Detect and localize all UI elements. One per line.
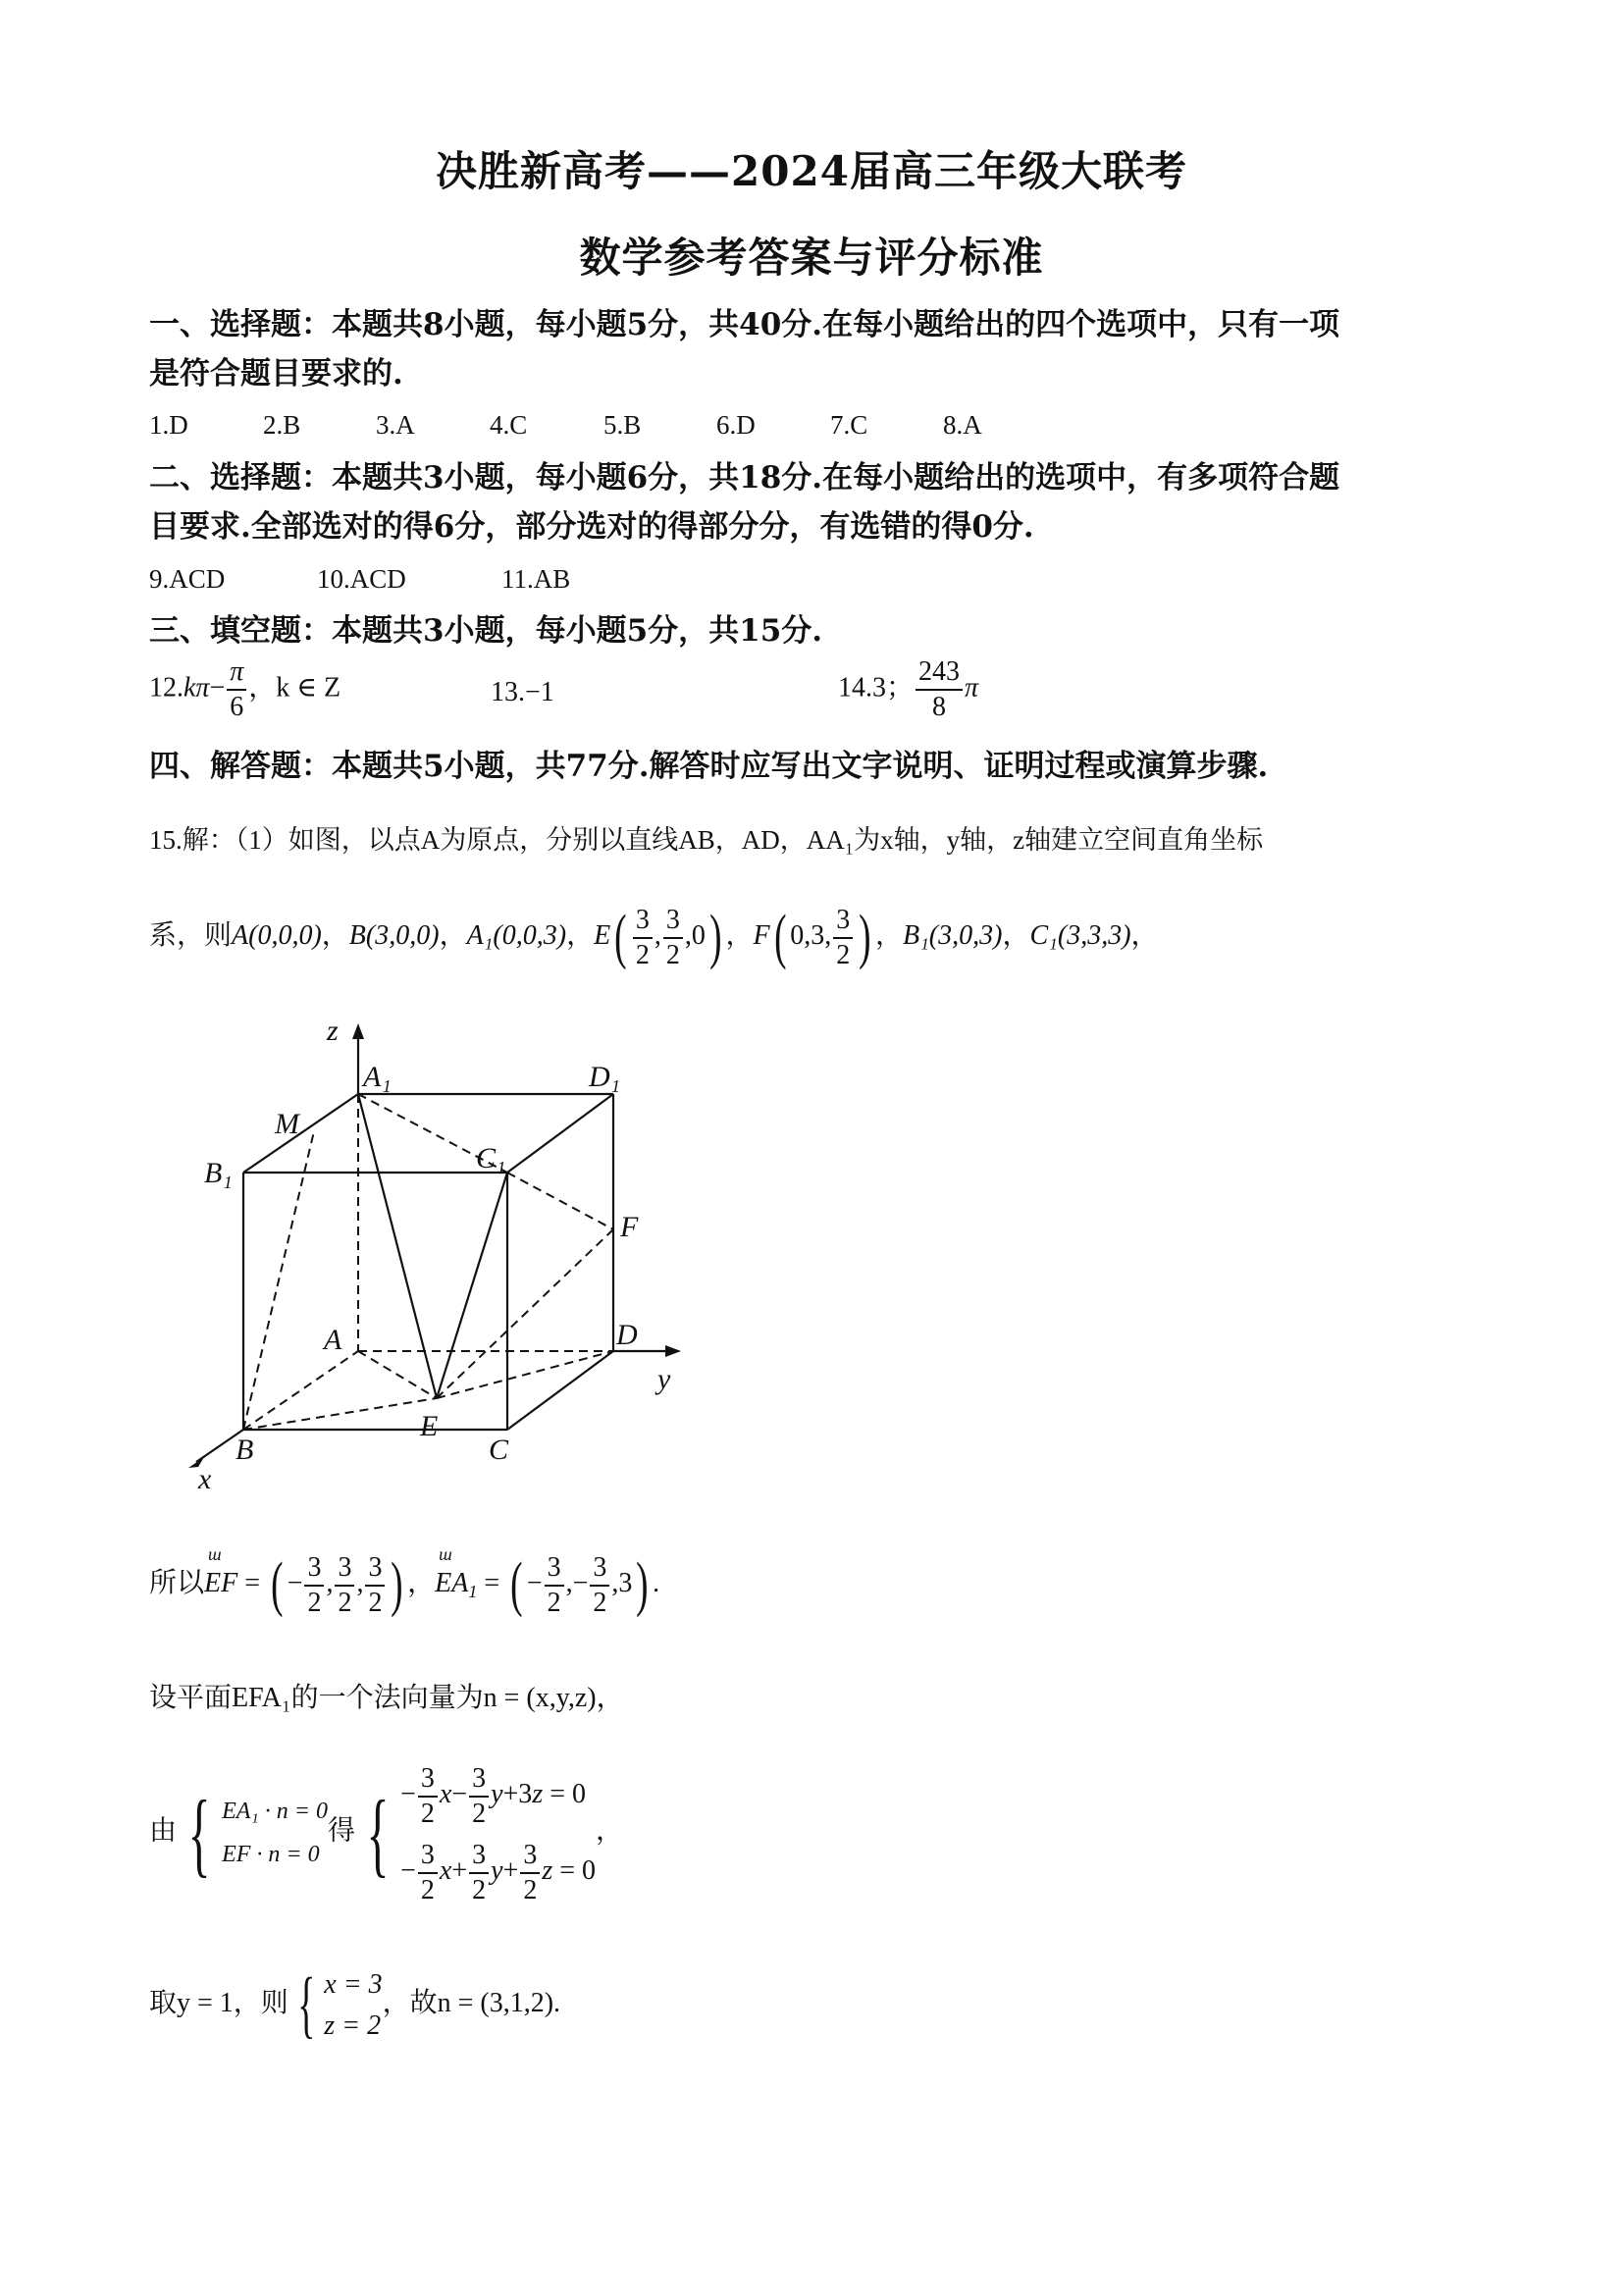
label-x: x [198, 1463, 212, 1495]
label-A: A [324, 1324, 342, 1356]
conclusion-line: 取y = 1，则 { x = 3 z = 2 ，故n = (3,1,2). [149, 1963, 561, 2046]
label-D: D [616, 1319, 638, 1351]
coord-C1: C₁(3,3,3) [1029, 919, 1131, 951]
edge-BA-hidden [243, 1351, 358, 1430]
seg-BE-hidden [243, 1398, 437, 1430]
answer-5: 5.B [603, 410, 642, 440]
label-y: y [657, 1363, 671, 1395]
answer-2: 2.B [263, 410, 301, 440]
from-prefix: 由 [149, 1815, 178, 1847]
cube-figure [177, 1016, 707, 1506]
q15-line1: 15.解：（1）如图，以点A为原点，分别以直线AB，AD，AA₁为x轴，y轴，z轴建立空间直角坐标 [149, 825, 1264, 855]
normal-vector-setup: 设平面EFA₁的一个法向量为n = (x,y,z)， [149, 1683, 624, 1713]
answer-12: 12.kπ− $\frac{\pi}{6}$ ，k ∈ Z [149, 656, 341, 722]
answer-9: 9.ACD [149, 564, 226, 594]
q14-fraction [916, 655, 963, 724]
coord-F-label: F [753, 919, 770, 951]
coord-A: A(0,0,0) [232, 919, 322, 951]
label-z: z [327, 1016, 339, 1047]
q14-prefix: 14.3； [838, 672, 915, 704]
section2-heading [149, 453, 1484, 551]
answer-6: 6.D [716, 410, 756, 440]
seg-A1E [358, 1094, 437, 1398]
seg-BM-hidden [243, 1131, 314, 1430]
edge-CD [507, 1351, 613, 1430]
q12-numerator: π [227, 655, 246, 691]
conclusion-text: ，故n = (3,1,2). [382, 1987, 561, 2018]
seg-AE-hidden [358, 1351, 437, 1398]
label-E: E [420, 1410, 439, 1442]
section4-heading: 四、解答题：本题共5小题，共77分.解答时应写出文字说明、证明过程或演算步骤. [149, 749, 1269, 784]
q12-suffix: ，k ∈ Z [248, 672, 341, 704]
answer-8: 8.A [943, 410, 982, 440]
label-M: M [275, 1108, 299, 1140]
coord-B: B(3,0,0) [348, 919, 440, 951]
q14-denominator: 8 [932, 692, 947, 722]
coord-E-label: E [594, 919, 611, 951]
q12-number: 12. [149, 672, 183, 704]
answer-4: 4.C [490, 410, 528, 440]
edge-B1A1 [243, 1094, 358, 1173]
answer-7: 7.C [830, 410, 868, 440]
q14-numerator: 243 [916, 655, 963, 691]
y-arrow-head [665, 1345, 681, 1357]
vector-line: 所以ш EF = ( − $\frac{3}{2}$ , $\frac{3}{2}$ , $\frac{3}{2}$ ) ，ш $EA_1$ = ( − $\frac{3}{2}$ ,− $\frac{3}{2}$ ,3) . [149, 1550, 659, 1620]
q15-coordinates: 系，则A(0,0,0)，B(3,0,0)，A₁(0,0,3)，E( $\frac{3}{2}$ , $\frac{3}{2}$ ,0) ，F( 0,3, $\frac{3}{2}$ ) ，B₁(3,0,3)，C₁(3,3,3)， [149, 904, 1159, 970]
take-prefix: 取y = 1，则 [149, 1987, 288, 2018]
coord-B1: B₁(3,0,3) [902, 919, 1003, 951]
label-F: F [620, 1211, 639, 1243]
answer-3: 3.A [376, 410, 415, 440]
answer-10: 10.ACD [317, 564, 406, 594]
q15-coords-prefix: 系，则 [149, 919, 233, 951]
answer-1: 1.D [149, 410, 188, 440]
label-A1: A₁ [363, 1061, 392, 1093]
page-title: 决胜新高考——2024届高三年级大联考 [436, 147, 1187, 195]
label-C1: C₁ [476, 1142, 506, 1174]
answer-13: 13.−1 [491, 677, 554, 707]
label-D1: D₁ [589, 1061, 621, 1093]
section2-heading-line2: 目要求.全部选对的得6分，部分选对的得部分分，有选错的得0分. [149, 509, 1034, 545]
answer-11: 11.AB [501, 564, 571, 594]
seg-ED-hidden [437, 1351, 613, 1398]
z-arrow-head [352, 1023, 364, 1039]
label-B1: B₁ [204, 1157, 233, 1189]
section1-heading-line2: 是符合题目要求的. [149, 356, 403, 391]
get-word: 得 [327, 1815, 355, 1847]
equation-system: 由 { EA₁ · n = 0 EF · n = 0 得 { − $\frac{3}{2}$ x− $\frac{3}{2}$ y+3z = 0 − $\frac{3}{2}$ x+ $\frac{3}{2}$ y+ $\frac{3}{2}$ z = 0 ， [149, 1762, 624, 1905]
q12-denominator: 6 [230, 692, 244, 722]
q12-fraction [227, 655, 246, 724]
label-C: C [489, 1434, 509, 1466]
page-subtitle: 数学参考答案与评分标准 [579, 234, 1044, 282]
seg-C1F-hidden [507, 1173, 613, 1229]
section2-heading-line1: 二、选择题：本题共3小题，每小题6分，共18分.在每小题给出的选项中，有多项符合题 [149, 460, 1340, 496]
section3-heading: 三、填空题：本题共3小题，每小题5分，共15分. [149, 613, 823, 649]
coord-A1: A₁(0,0,3) [466, 919, 567, 951]
section1-heading [149, 300, 1484, 398]
so-prefix: 所以 [149, 1567, 205, 1598]
label-B: B [236, 1434, 254, 1466]
answer-14: 14.3； $\frac{243}{8}$ π [838, 656, 979, 722]
edge-C1D1 [507, 1094, 613, 1173]
section1-heading-line1: 一、选择题：本题共8小题，每小题5分，共40分.在每小题给出的四个选项中，只有一项 [149, 307, 1340, 342]
